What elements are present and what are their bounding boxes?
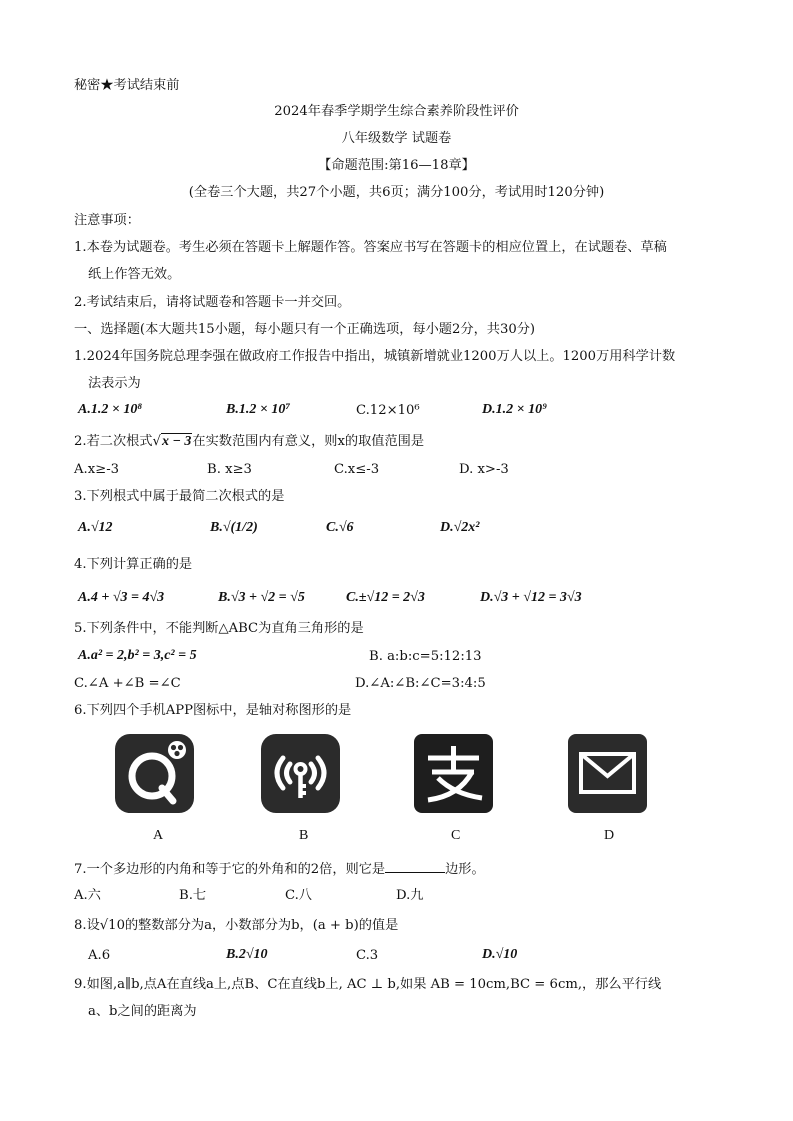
q2-option-d: D. x>-3 bbox=[459, 462, 509, 477]
q8-option-b: B.2√10 bbox=[226, 947, 268, 962]
q1-option-c: C.12×10⁶ bbox=[356, 403, 420, 418]
q3-stem: 3.下列根式中属于最简二次根式的是 bbox=[74, 489, 285, 504]
q8-option-d: D.√10 bbox=[482, 947, 518, 962]
q2-stem-post: 在实数范围内有意义，则x的取值范围是 bbox=[192, 434, 425, 449]
wifi-key-app-icon bbox=[261, 734, 340, 813]
q4-option-d: D.√3 + √12 = 3√3 bbox=[480, 590, 582, 605]
q2-option-b: B. x≥3 bbox=[207, 462, 252, 477]
q8-stem: 8.设√10的整数部分为a，小数部分为b，(a + b)的值是 bbox=[74, 918, 399, 933]
exam-info: (全卷三个大题，共27个小题，共6页；满分100分，考试用时120分钟) bbox=[188, 185, 605, 200]
q4-option-a: A.4 + √3 = 4√3 bbox=[78, 590, 165, 605]
q7-option-c: C.八 bbox=[285, 888, 312, 903]
exam-title: 2024年春季学期学生综合素养阶段性评价 bbox=[274, 104, 519, 119]
note-2: 2.考试结束后，请将试题卷和答题卡一并交回。 bbox=[74, 295, 351, 310]
q7-option-d: D.九 bbox=[396, 888, 424, 903]
q1-option-b: B.1.2 × 10⁷ bbox=[226, 402, 291, 417]
q3-option-c: C.√6 bbox=[326, 520, 354, 535]
q9-line-1: 9.如图,a∥b,点A在直线a上,点B、C在直线b上, AC ⊥ b,如果 AB = 10cm,BC = 6cm,，那么平行线 bbox=[74, 977, 662, 992]
q4-option-b: B.√3 + √2 = √5 bbox=[218, 590, 305, 605]
q1-option-a: A.1.2 × 10⁸ bbox=[78, 402, 143, 417]
q7-option-b: B.七 bbox=[179, 888, 207, 903]
q2-option-c: C.x≤-3 bbox=[334, 462, 380, 477]
q5-option-d: D.∠A:∠B:∠C=3:4:5 bbox=[355, 676, 486, 691]
q2-radicand: x − 3 bbox=[161, 434, 192, 449]
note-1-line-2: 纸上作答无效。 bbox=[88, 267, 181, 282]
note-1-line-1: 1.本卷为试题卷。考生必须在答题卡上解题作答。答案应书写在答题卡的相应位置上，在试题卷、草稿 bbox=[74, 240, 667, 255]
q1-line-1: 1.2024年国务院总理李强在做政府工作报告中指出，城镇新增就业1200万人以上。1200万用科学计数 bbox=[74, 349, 676, 364]
q4-option-c: C.±√12 = 2√3 bbox=[346, 590, 425, 605]
exam-scope: 【命题范围:第16—18章】 bbox=[318, 158, 475, 173]
q5-option-b: B. a:b:c=5:12:13 bbox=[369, 649, 482, 664]
q7-stem-pre: 7.一个多边形的内角和等于它的外角和的2倍，则它是 bbox=[74, 862, 386, 877]
q5-option-c: C.∠A +∠B =∠C bbox=[74, 676, 181, 691]
q7-stem bbox=[74, 860, 485, 879]
q5-option-a: A.a² = 2,b² = 3,c² = 5 bbox=[78, 648, 197, 663]
q2-stem-pre: 2.若二次根式 bbox=[74, 434, 153, 449]
q8-option-c: C.3 bbox=[356, 948, 379, 963]
q2-option-a: A.x≥-3 bbox=[74, 462, 120, 477]
mail-app-icon bbox=[568, 734, 647, 813]
alipay-app-icon bbox=[414, 734, 493, 813]
q6-label-d: D bbox=[604, 828, 615, 843]
q5-stem: 5.下列条件中，不能判断△ABC为直角三角形的是 bbox=[74, 621, 364, 636]
q6-stem: 6.下列四个手机APP图标中，是轴对称图形的是 bbox=[74, 703, 352, 718]
q3-option-a: A.√12 bbox=[78, 520, 113, 535]
q7-option-a: A.六 bbox=[74, 888, 101, 903]
confidential-mark: 秘密★考试结束前 bbox=[74, 78, 180, 93]
q8-option-a: A.6 bbox=[88, 948, 111, 963]
q1-line-2: 法表示为 bbox=[88, 376, 141, 391]
q3-option-d: D.√2x² bbox=[440, 520, 480, 535]
notes-heading: 注意事项： bbox=[74, 213, 140, 228]
q-app-icon bbox=[115, 734, 194, 813]
answer-blank bbox=[385, 860, 445, 873]
q6-label-c: C bbox=[451, 828, 461, 843]
q3-option-b: B.√(1/2) bbox=[210, 520, 258, 535]
q7-stem-post: 边形。 bbox=[445, 862, 485, 877]
q6-label-a: A bbox=[153, 828, 164, 843]
q4-stem: 4.下列计算正确的是 bbox=[74, 557, 193, 572]
q1-option-d: D.1.2 × 10⁹ bbox=[482, 402, 547, 417]
radical-sign: √ bbox=[152, 434, 161, 449]
q2-stem bbox=[74, 433, 424, 451]
q6-label-b: B bbox=[299, 828, 309, 843]
exam-subtitle: 八年级数学 试题卷 bbox=[341, 131, 452, 146]
section-1-heading: 一、选择题(本大题共15小题，每小题只有一个正确选项，每小题2分，共30分) bbox=[74, 322, 536, 337]
q9-line-2: a、b之间的距离为 bbox=[88, 1004, 197, 1019]
